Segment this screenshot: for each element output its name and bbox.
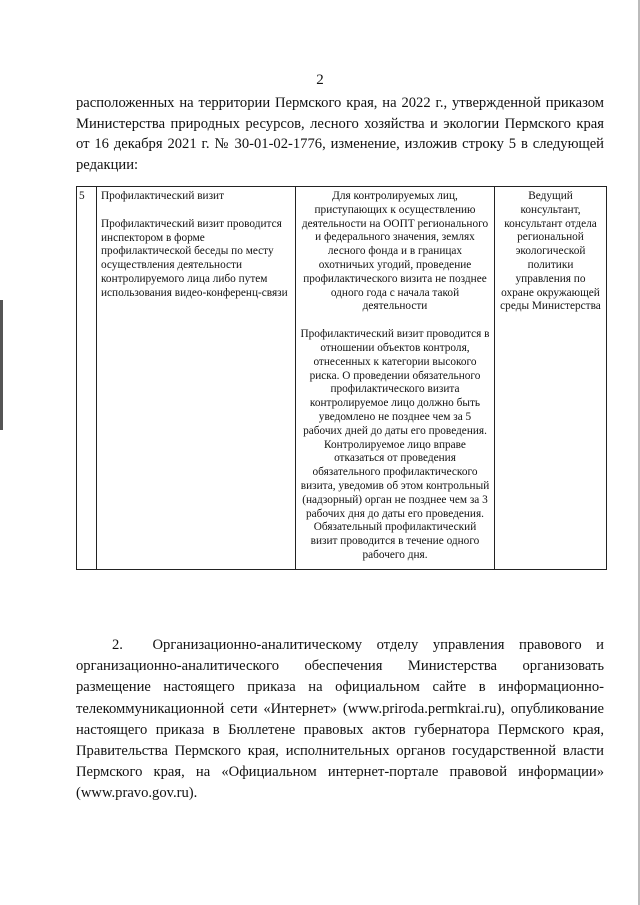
row-number-cell: 5	[77, 187, 97, 570]
responsible-cell	[495, 187, 607, 570]
table-row	[77, 187, 607, 570]
description-paragraph-2: Профилактический визит проводится в отношении объектов контроля, отнесенных к категории высокого риска. О проведении обязательного профилактического визита контролируемое лицо должно быть уведомлено не позднее чем за 5 рабочих дней до даты его проведения. Контролируемое лицо вправе отказаться от проведения обязательного профилактического визита, уведомив об этом контрольный (надзорный) орган не позднее чем за 3 рабочих дня до даты его проведения. Обязательный профилактический визит проводится в течение одного рабочего дня.	[300, 328, 490, 561]
item-2-paragraph	[76, 635, 604, 805]
scan-edge-left	[0, 300, 3, 430]
measure-name-title: Профилактический визит	[101, 190, 225, 202]
item-2-text: Организационно-аналитическому отделу управления правового и организационно-аналитического обеспечения Министерства организовать размещение настоящего приказа на официальном сайте в информационно-телекоммуникационной сети «Интернет» (www.priroda.permkrai.ru), опубликование настоящего приказа в Бюллетене правовых актов губернатора Пермского края, Правительства Пермского края, исполнительных органов государственной власти Пермского края, на «Официальном интернет-портале правовой информации» (www.pravo.gov.ru).	[76, 637, 604, 802]
intro-paragraph: расположенных на территории Пермского края, на 2022 г., утвержденной приказом Министерства природных ресурсов, лесного хозяйства и экологии Пермского края от 16 декабря 2021 г. № 30-01-02-1776, изменение, изложив строку 5 в следующей редакции:	[76, 95, 604, 173]
item-2-number: 2.	[112, 637, 123, 653]
measure-description-cell	[296, 187, 495, 570]
measure-name-text: Профилактический визит проводится инспектором в форме профилактической беседы по месту осуществления деятельности контролируемого лица либо путем использования видео-конференц-связи	[101, 217, 288, 299]
amendment-table	[76, 186, 607, 570]
page-number: 2	[316, 72, 324, 88]
responsible-text: Ведущий консультант, консультант отдела региональной экологической политики управления по охране окружающей среды Министерства	[500, 190, 601, 313]
measure-name-cell	[97, 187, 296, 570]
description-paragraph-1: Для контролируемых лиц, приступающих к осуществлению деятельности на ООПТ регионального и федерального значения, землях лесного фонда и в границах охотничьих угодий, проведение профилактического визита не позднее одного года с начала такой деятельности	[301, 190, 489, 313]
